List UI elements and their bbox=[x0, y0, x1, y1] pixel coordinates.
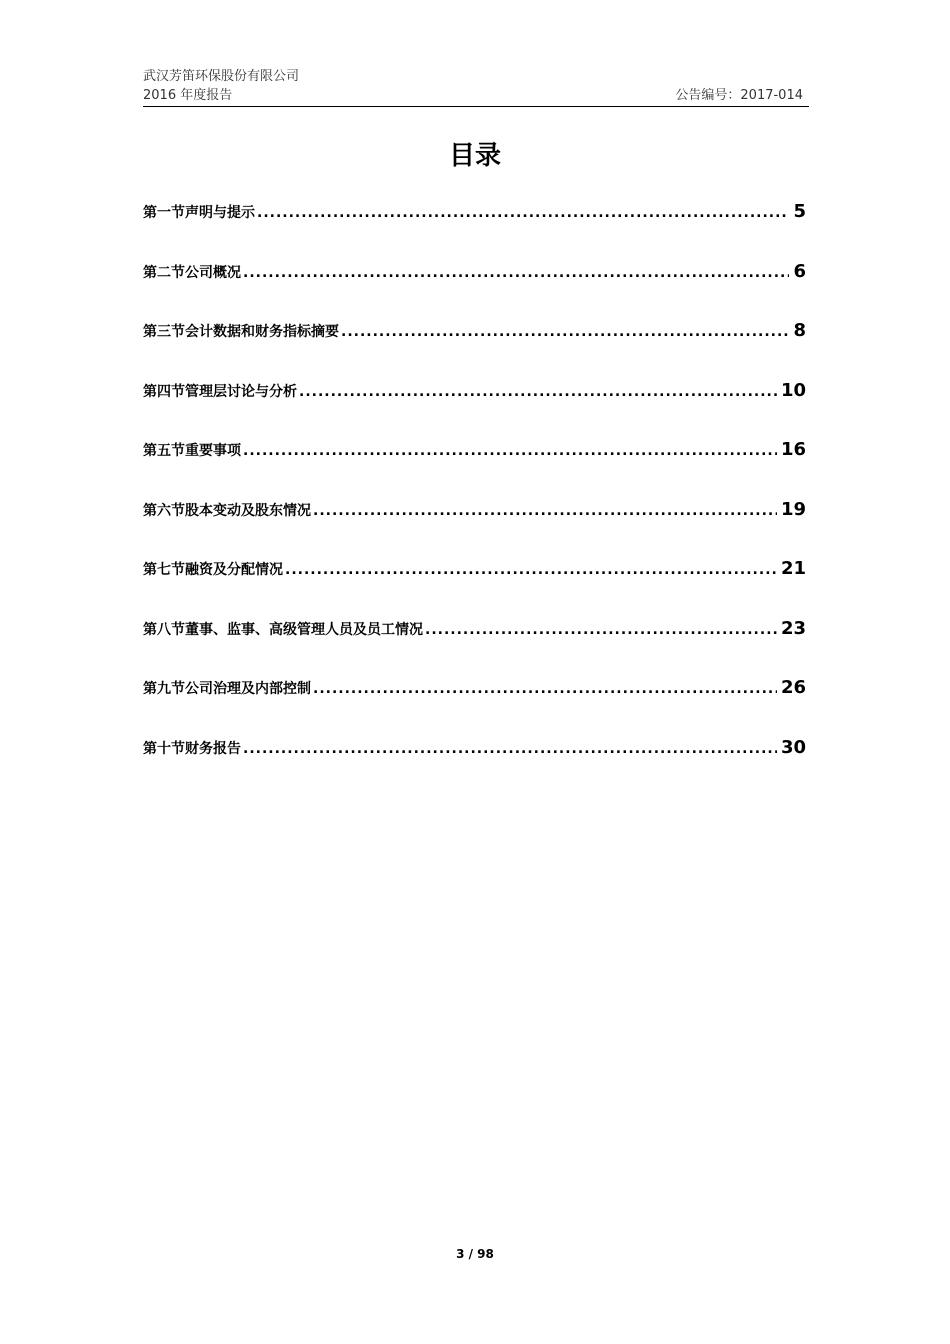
toc-entry-8[interactable] bbox=[143, 618, 806, 678]
toc-dot-leader bbox=[285, 562, 777, 578]
toc-entry-page: 26 bbox=[780, 677, 806, 698]
toc-entry-label: 第七节融资及分配情况 bbox=[143, 562, 283, 578]
toc-entry-label: 第一节声明与提示 bbox=[143, 205, 255, 221]
toc-entry-label: 第三节会计数据和财务指标摘要 bbox=[143, 324, 339, 340]
toc-entry-page: 10 bbox=[780, 379, 806, 401]
toc-entry-label: 第二节公司概况 bbox=[143, 264, 241, 281]
toc-dot-leader bbox=[257, 205, 789, 221]
toc-entry-page: 21 bbox=[780, 558, 806, 579]
toc-entry-4[interactable] bbox=[143, 380, 806, 440]
toc-entry-page: 19 bbox=[780, 498, 806, 520]
toc-entry-label: 第八节董事、监事、高级管理人员及员工情况 bbox=[143, 621, 423, 638]
toc-dot-leader bbox=[243, 443, 777, 459]
toc-dot-leader bbox=[299, 384, 777, 400]
table-of-contents bbox=[143, 201, 806, 796]
toc-dot-leader bbox=[313, 681, 777, 697]
toc-entry-1[interactable] bbox=[143, 201, 806, 261]
toc-entry-2[interactable] bbox=[143, 261, 806, 321]
toc-entry-label: 第四节管理层讨论与分析 bbox=[143, 383, 297, 400]
page-number: 3 / 98 bbox=[456, 1247, 494, 1261]
toc-dot-leader bbox=[425, 622, 777, 638]
toc-entry-9[interactable] bbox=[143, 677, 806, 737]
toc-entry-label: 第十节财务报告 bbox=[143, 740, 241, 757]
toc-entry-page: 16 bbox=[780, 439, 806, 460]
toc-entry-label: 第九节公司治理及内部控制 bbox=[143, 681, 311, 697]
toc-title: 目录 bbox=[448, 141, 501, 171]
toc-dot-leader bbox=[313, 503, 777, 519]
company-name: 武汉芳笛环保股份有限公司 bbox=[143, 69, 300, 84]
toc-entry-10[interactable] bbox=[143, 737, 806, 797]
toc-entry-3[interactable] bbox=[143, 320, 806, 380]
toc-dot-leader bbox=[243, 741, 777, 757]
toc-entry-page: 6 bbox=[793, 260, 806, 282]
toc-entry-page: 5 bbox=[793, 201, 806, 222]
toc-dot-leader bbox=[243, 265, 789, 281]
toc-entry-label: 第六节股本变动及股东情况 bbox=[143, 502, 311, 519]
toc-entry-7[interactable] bbox=[143, 558, 806, 618]
report-year: 2016 年度报告 bbox=[143, 88, 233, 103]
toc-entry-6[interactable] bbox=[143, 499, 806, 559]
notice-number: 公告编号：2017-014 bbox=[675, 88, 803, 103]
toc-dot-leader bbox=[341, 324, 789, 340]
toc-entry-page: 23 bbox=[780, 617, 806, 639]
page-header bbox=[143, 66, 809, 107]
toc-entry-5[interactable] bbox=[143, 439, 806, 499]
toc-entry-page: 30 bbox=[780, 736, 806, 758]
toc-entry-label: 第五节重要事项 bbox=[143, 443, 241, 459]
toc-entry-page: 8 bbox=[793, 320, 806, 341]
